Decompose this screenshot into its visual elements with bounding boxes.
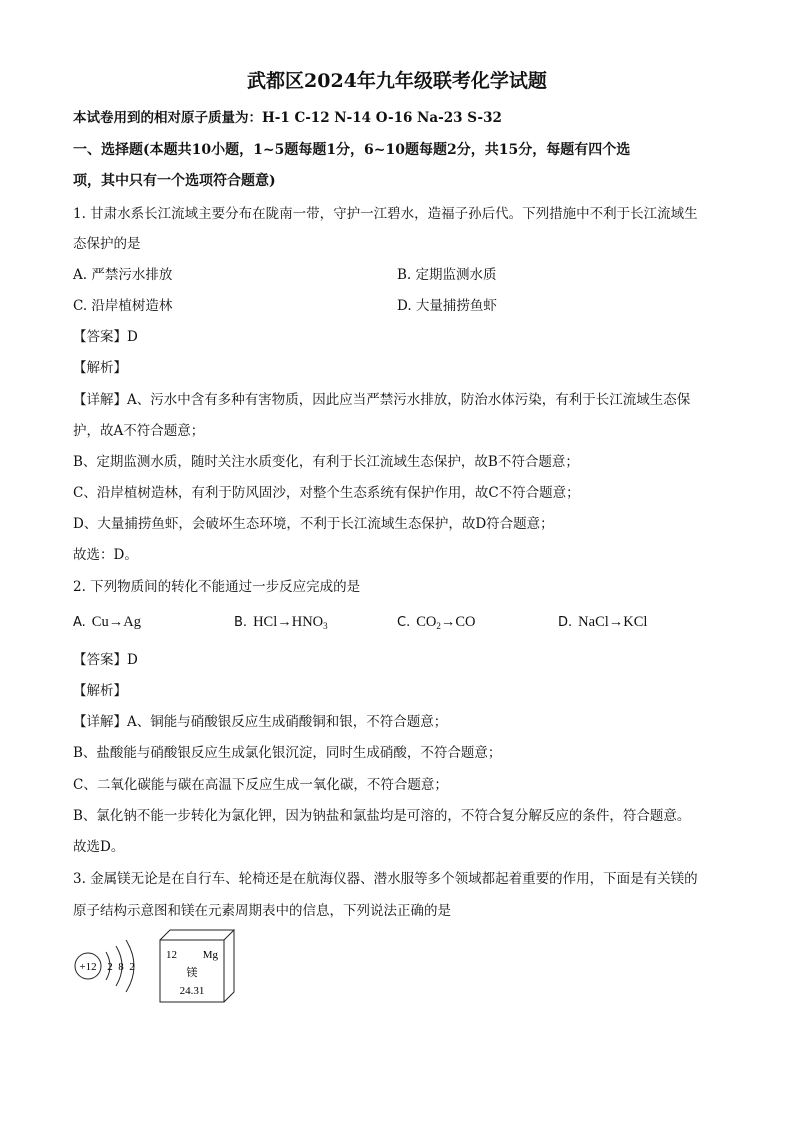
q2-analysis-label: 【解析】 xyxy=(73,683,127,699)
atom-structure-diagram xyxy=(75,940,135,992)
shell-3-electrons: 2 xyxy=(129,961,135,973)
q2-detail-a: 【详解】A、铜能与硝酸银反应生成硝酸铜和银，不符合题意； xyxy=(73,714,448,730)
formula-from: CO xyxy=(416,614,437,630)
mg-figure xyxy=(70,928,270,1008)
shell-1-electrons: 2 xyxy=(107,961,113,973)
q1-option-c: C. 沿岸植树造林 xyxy=(73,298,173,314)
q1-detail-a-cont: 护，故A不符合题意； xyxy=(73,423,205,439)
periodic-table-cell xyxy=(160,930,234,1002)
q1-detail-d: D、大量捕捞鱼虾，会破坏生态环境，不利于长江流域生态保护，故D符合题意； xyxy=(73,516,554,532)
option-label: A. xyxy=(73,615,86,630)
option-label: C. xyxy=(397,615,411,630)
element-name: 镁 xyxy=(186,966,198,979)
arrow: → xyxy=(608,614,624,630)
formula-to: CO xyxy=(455,614,476,630)
q1-option-b: B. 定期监测水质 xyxy=(397,267,497,283)
option-label: B. xyxy=(234,615,248,630)
q1-stem: 1. 甘肃水系长江流域主要分布在陇南一带，守护一江碧水，造福子孙后代。下列措施中不利于长江流域生 xyxy=(73,206,698,222)
q1-option-a: A. 严禁污水排放 xyxy=(73,267,173,283)
q1-detail-b: B、定期监测水质，随时关注水质变化，有利于长江流域生态保护，故B不符合题意； xyxy=(73,454,579,470)
page-title: 武都区2024年九年级联考化学试题 xyxy=(247,70,547,92)
arrow: → xyxy=(108,614,124,630)
q1-detail-a: 【详解】A、污水中含有多种有害物质，因此应当严禁污水排放，防治水体污染，有利于长江流域生态保 xyxy=(73,392,691,408)
q2-answer: 【答案】D xyxy=(73,652,138,668)
q1-option-d: D. 大量捕捞鱼虾 xyxy=(397,298,497,314)
formula-to-subscript: 3 xyxy=(323,621,328,631)
formula-from: HCl xyxy=(253,614,278,630)
formula-from: NaCl xyxy=(578,614,609,630)
cell-top-face xyxy=(160,930,234,940)
q3-stem-cont: 原子结构示意图和镁在元素周期表中的信息，下列说法正确的是 xyxy=(73,903,451,919)
formula-to: KCl xyxy=(623,614,648,630)
q1-detail-c: C、沿岸植树造林，有利于防风固沙，对整个生态系统有保护作用，故C不符合题意； xyxy=(73,485,580,501)
q1-answer: 【答案】D xyxy=(73,329,138,345)
q2-option-a xyxy=(73,612,141,633)
q2-choice: 故选D。 xyxy=(73,839,125,855)
atomic-masses-note: 本试卷用到的相对原子质量为：H-1 C-12 N-14 O-16 Na-23 S-32 xyxy=(73,110,502,126)
formula-from: Cu xyxy=(91,614,109,630)
q3-stem: 3. 金属镁无论是在自行车、轮椅还是在航海仪器、潜水服等多个领域都起着重要的作用，下面是有关镁的 xyxy=(73,871,698,887)
q2-option-d xyxy=(558,612,647,633)
option-label: D. xyxy=(558,615,573,630)
q1-choice: 故选：D。 xyxy=(73,547,138,563)
shell-2-electrons: 8 xyxy=(118,961,124,973)
q2-stem: 2. 下列物质间的转化不能通过一步反应完成的是 xyxy=(73,579,361,595)
formula-to: HNO xyxy=(291,614,324,630)
q2-detail-c: C、二氧化碳能与碳在高温下反应生成一氧化碳，不符合题意； xyxy=(73,777,448,793)
q2-option-c xyxy=(397,612,476,633)
nucleus-charge: +12 xyxy=(79,961,97,973)
q2-option-b xyxy=(234,612,328,633)
cell-side-face xyxy=(224,930,234,1002)
q1-analysis-label: 【解析】 xyxy=(73,360,127,376)
q1-stem-cont: 态保护的是 xyxy=(73,236,141,252)
element-symbol: Mg xyxy=(202,949,218,961)
q2-detail-b: B、盐酸能与硝酸银反应生成氯化银沉淀，同时生成硝酸，不符合题意； xyxy=(73,745,502,761)
section-heading: 一、选择题(本题共10小题，1~5题每题1分，6~10题每题2分，共15分，每题有四个选 xyxy=(73,142,631,158)
atomic-mass: 24.31 xyxy=(179,985,205,997)
section-heading-cont: 项，其中只有一个选项符合题意) xyxy=(73,173,276,189)
formula-to: Ag xyxy=(123,614,141,630)
q2-detail-d: B、氯化钠不能一步转化为氯化钾，因为钠盐和氯盐均是可溶的，不符合复分解反应的条件，符合题意。 xyxy=(73,808,691,824)
arrow: → xyxy=(277,614,292,630)
formula-from-subscript: 2 xyxy=(436,621,441,631)
arrow: → xyxy=(440,614,456,630)
atomic-number: 12 xyxy=(166,949,177,961)
